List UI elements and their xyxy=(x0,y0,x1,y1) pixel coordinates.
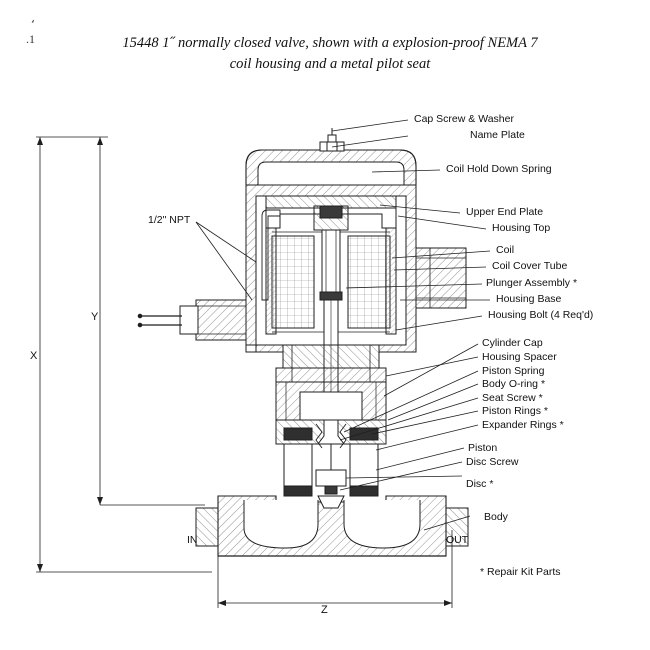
port-label-out: OUT xyxy=(446,534,469,546)
callout-housing-spacer: Housing Spacer xyxy=(482,351,557,363)
callout-seat-screw: Seat Screw * xyxy=(482,392,543,404)
housing-top-section xyxy=(246,128,416,185)
repair-kit-note: * Repair Kit Parts xyxy=(480,566,561,578)
callout-cylinder-cap: Cylinder Cap xyxy=(482,337,543,349)
callout-coil: Coil xyxy=(496,244,515,256)
figure-title-line2: coil housing and a metal pilot seat xyxy=(229,56,431,72)
callout-expander-rings: Expander Rings * xyxy=(482,419,564,431)
callout-cap-screw-washer: Cap Screw & Washer xyxy=(414,113,514,125)
dimension-label-x: X xyxy=(30,350,38,362)
callout-body: Body xyxy=(484,511,508,523)
callout-coil-hold-down-spring: Coil Hold Down Spring xyxy=(446,163,552,175)
valve-body-part xyxy=(196,496,468,556)
port-label-in: IN xyxy=(187,534,198,546)
figure-title-line1: 15448 1˝ normally closed valve, shown with a explosion-proof NEMA 7 xyxy=(122,35,538,51)
conduit-port-left xyxy=(138,300,246,340)
corner-mark-top: ͵ xyxy=(30,4,36,23)
corner-mark-number: .1 xyxy=(26,32,35,46)
callout-npt-port: 1/2" NPT xyxy=(148,214,191,226)
callout-plunger-assembly: Plunger Assembly * xyxy=(486,277,578,289)
callout-housing-top: Housing Top xyxy=(492,222,551,234)
dimension-label-z: Z xyxy=(321,604,328,616)
callout-housing-base: Housing Base xyxy=(496,293,562,305)
callout-name-plate: Name Plate xyxy=(470,129,525,141)
callout-housing-bolt: Housing Bolt (4 Req'd) xyxy=(488,309,594,321)
callout-upper-end-plate: Upper End Plate xyxy=(466,206,544,218)
callout-disc-screw: Disc Screw xyxy=(466,456,519,468)
cylinder-cap-part xyxy=(276,382,386,420)
callout-piston-spring: Piston Spring xyxy=(482,365,545,377)
housing-right-boss xyxy=(416,248,466,308)
dimension-label-y: Y xyxy=(91,311,99,323)
callout-disc: Disc * xyxy=(466,478,494,490)
callout-piston-rings: Piston Rings * xyxy=(482,405,548,417)
callout-piston: Piston xyxy=(468,442,498,454)
callout-body-o-ring: Body O-ring * xyxy=(482,378,546,390)
callout-coil-cover-tube: Coil Cover Tube xyxy=(492,260,568,272)
